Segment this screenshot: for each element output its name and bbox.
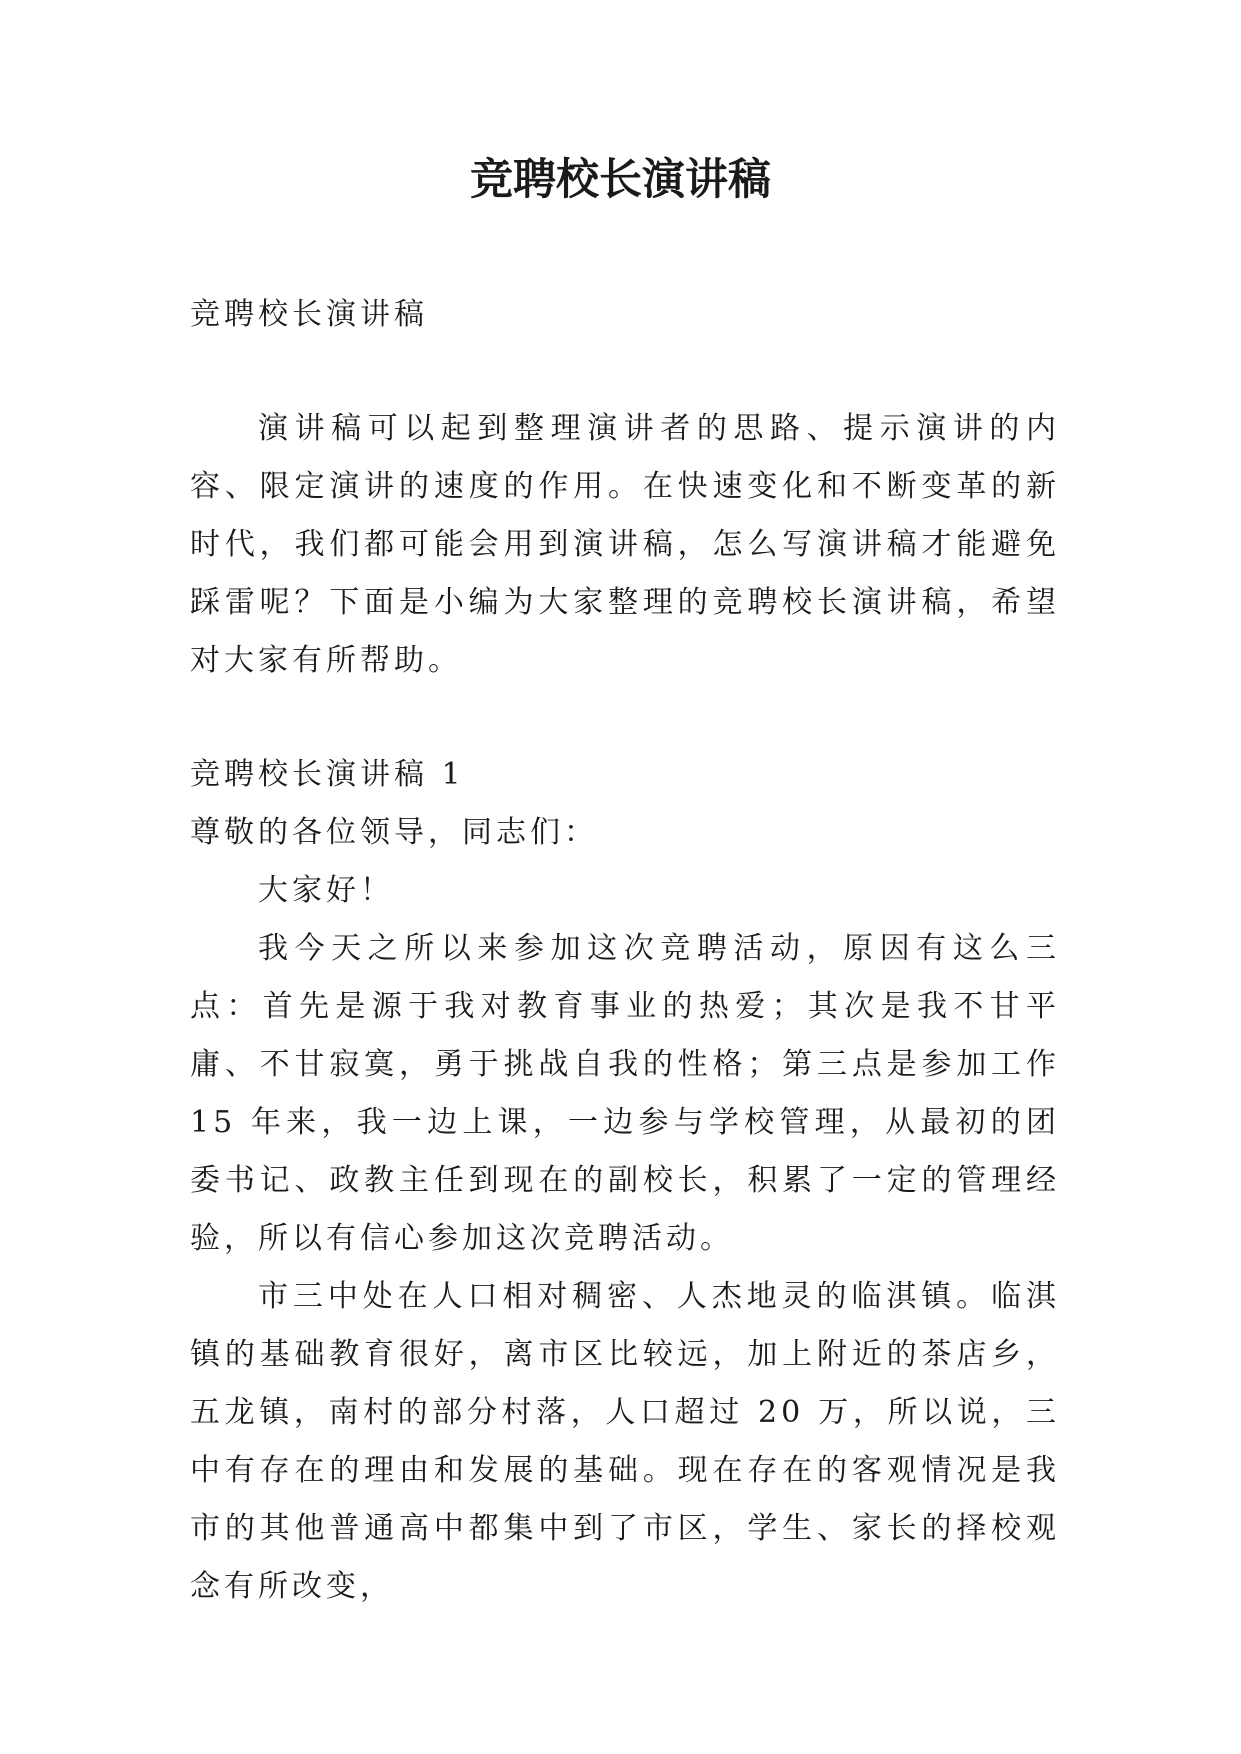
body-paragraph: 市三中处在人口相对稠密、人杰地灵的临淇镇。临淇镇的基础教育很好，离市区比较远，加上附近的茶店乡，五龙镇，南村的部分村落，人口超过 20 万，所以说，三中有存在的理由和发展的基础。现在存在的客观情况是我市的其他普通高中都集中到了市区，学生、家长的择校观念有所改变，	[190, 1279, 1060, 1604]
greeting: 大家好！	[258, 873, 394, 908]
section-heading: 竞聘校长演讲稿 1	[190, 757, 465, 792]
body-paragraph: 我今天之所以来参加这次竞聘活动，原因有这么三点：首先是源于我对教育事业的热爱；其次是我不甘平庸、不甘寂寞，勇于挑战自我的性格；第三点是参加工作 15 年来，我一边上课，一边参与学校管理，从最初的团委书记、政教主任到现在的副校长，积累了一定的管理经验，所以有信心参加这次竞聘活动。	[190, 931, 1060, 1256]
document-title: 竞聘校长演讲稿	[470, 155, 771, 205]
intro-paragraph: 演讲稿可以起到整理演讲者的思路、提示演讲的内容、限定演讲的速度的作用。在快速变化和不断变革的新时代，我们都可能会用到演讲稿，怎么写演讲稿才能避免踩雷呢？下面是小编为大家整理的竞聘校长演讲稿，希望对大家有所帮助。	[190, 411, 1060, 678]
salutation: 尊敬的各位领导，同志们：	[190, 815, 598, 850]
document-subtitle: 竞聘校长演讲稿	[190, 297, 428, 332]
